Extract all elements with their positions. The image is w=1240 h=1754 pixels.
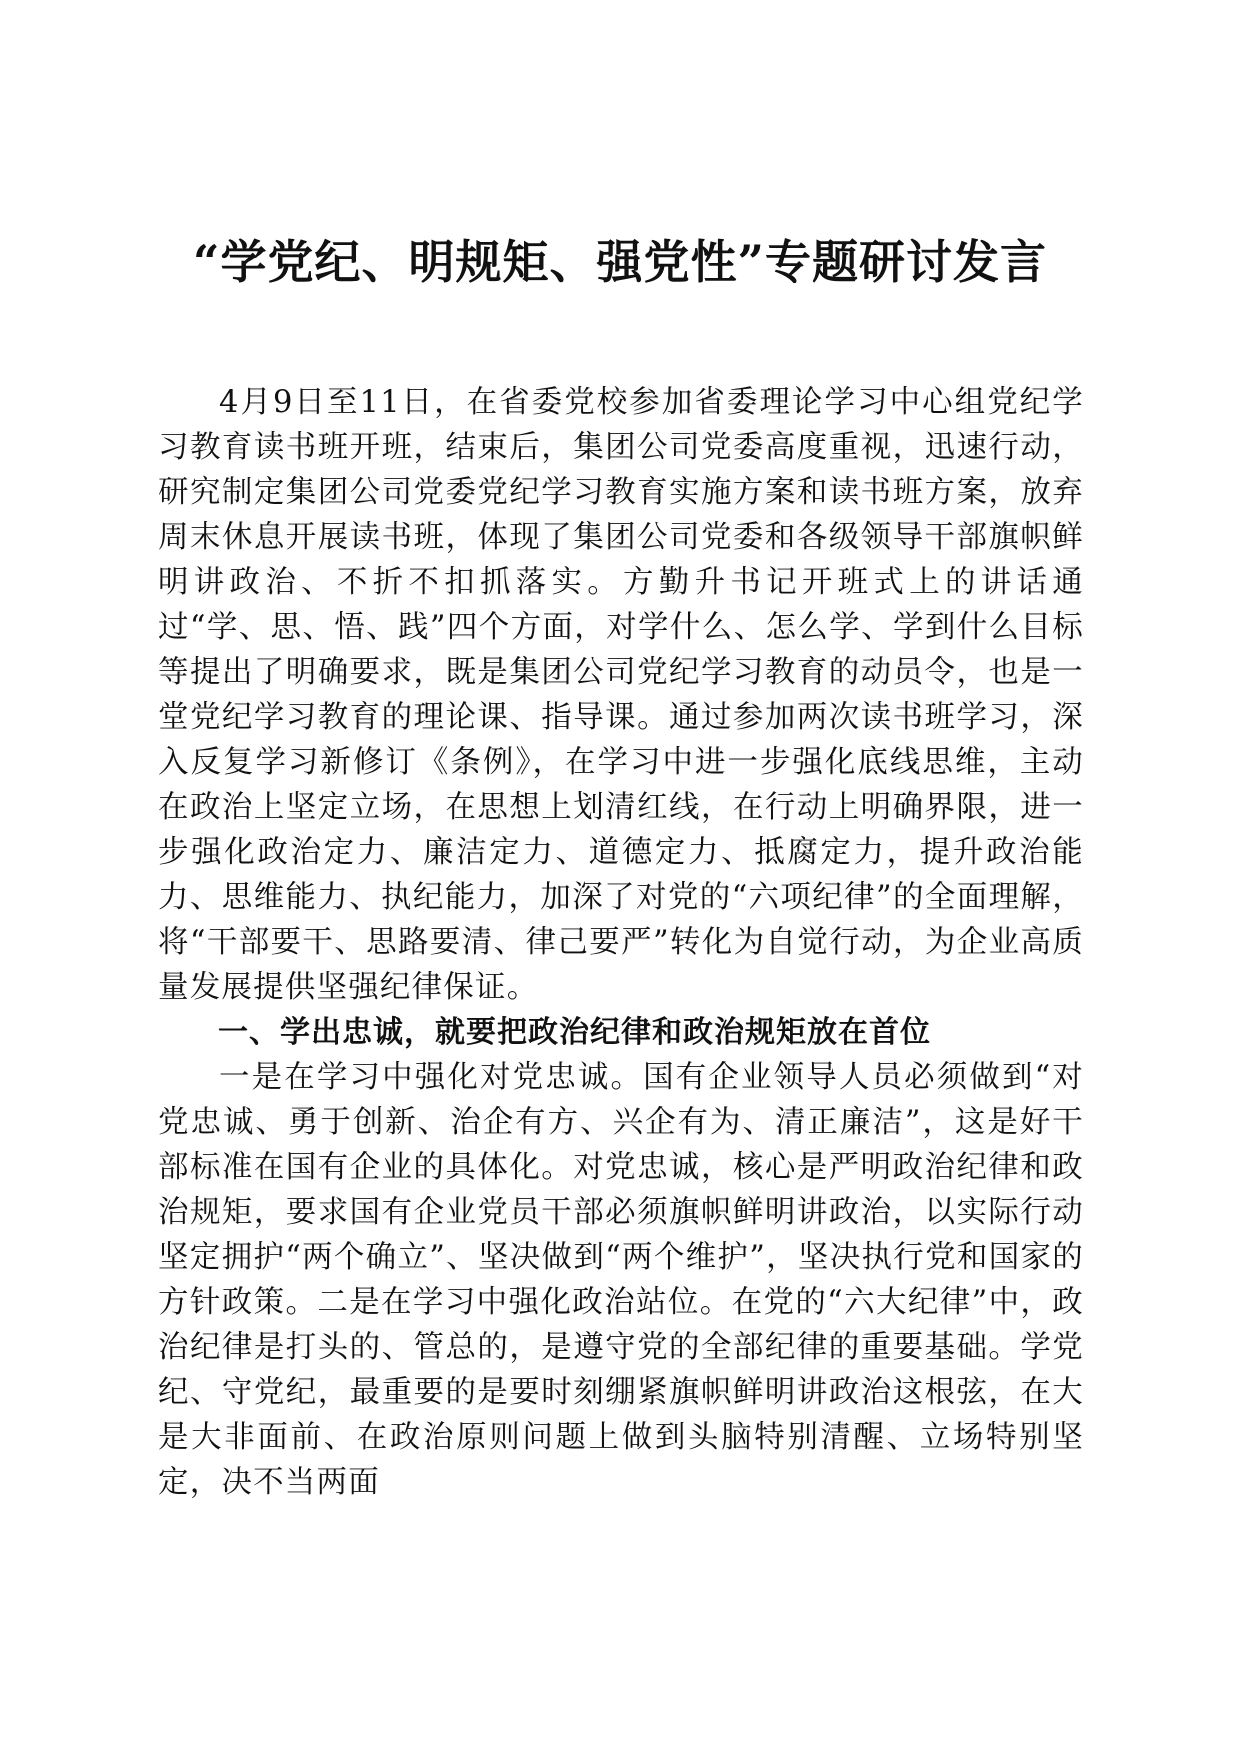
section-heading-1: 一、学出忠诚，就要把政治纪律和政治规矩放在首位 — [218, 1015, 931, 1050]
paragraph-intro: 4月9日至11日，在省委党校参加省委理论学习中心组党纪学习教育读书班开班，结束后，集团公司党委高度重视，迅速行动，研究制定集团公司党委党纪学习教育实施方案和读书班方案，放弃周末休息开展读书班，体现了集团公司党委和各级领导干部旗帜鲜明讲政治、不折不扣抓落实。方勤升书记开班式上的讲话通过“学、思、悟、践”四个方面，对学什么、怎么学、学到什么目标等提出了明确要求，既是集团公司党纪学习教育的动员令，也是一堂党纪学习教育的理论课、指导课。通过参加两次读书班学习，深入反复学习新修订《条例》，在学习中进一步强化底线思维，主动在政治上坚定立场，在思想上划清红线，在行动上明确界限，进一步强化政治定力、廉洁定力、道德定力、抵腐定力，提升政治能力、思维能力、执纪能力，加深了对党的“六项纪律”的全面理解，将“干部要干、思路要清、律己要严”转化为自觉行动，为企业高质量发展提供坚强纪律保证。 — [158, 385, 1084, 1005]
document-title: “学党纪、明规矩、强党性”专题研讨发言 — [193, 235, 1047, 289]
paragraph-section-1: 一是在学习中强化对党忠诚。国有企业领导人员必须做到“对党忠诚、勇于创新、治企有方、兴企有为、清正廉洁”，这是好干部标准在国有企业的具体化。对党忠诚，核心是严明政治纪律和政治规矩，要求国有企业党员干部必须旗帜鲜明讲政治，以实际行动坚定拥护“两个确立”、坚决做到“两个维护”，坚决执行党和国家的方针政策。二是在学习中强化政治站位。在党的“六大纪律”中，政治纪律是打头的、管总的，是遵守党的全部纪律的重要基础。学党纪、守党纪，最重要的是要时刻绷紧旗帜鲜明讲政治这根弦，在大是大非面前、在政治原则问题上做到头脑特别清醒、立场特别坚定，决不当两面 — [158, 1060, 1084, 1500]
document-body — [158, 380, 1084, 1505]
